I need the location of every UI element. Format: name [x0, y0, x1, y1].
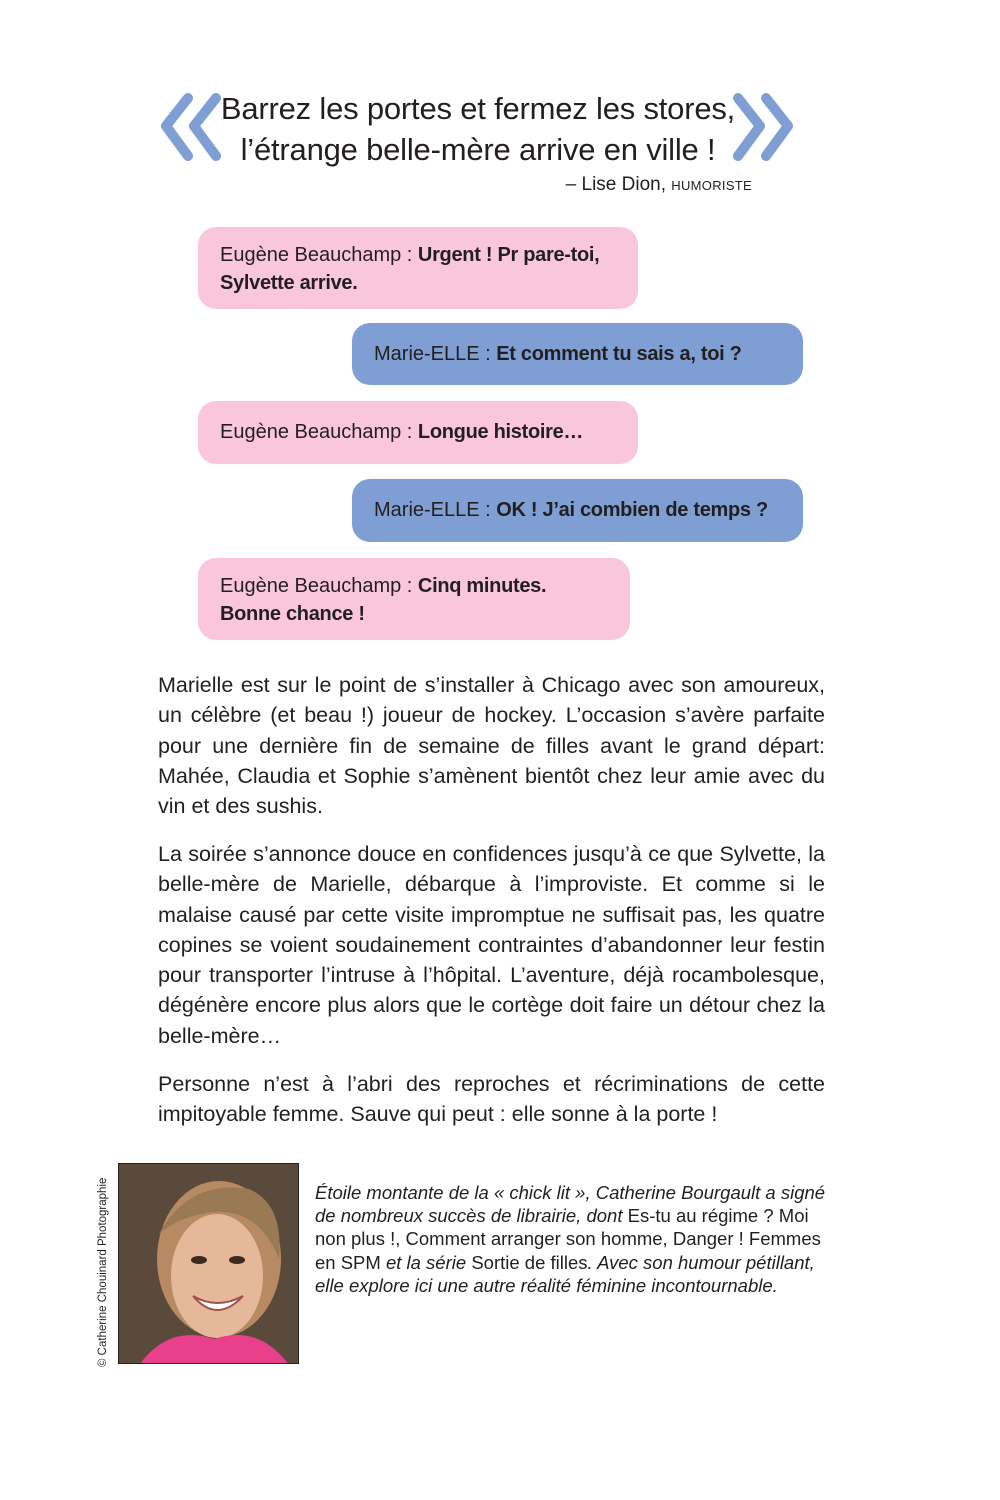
- chat-message: Et comment tu sais a, toi ?: [496, 343, 742, 365]
- quote-text: [218, 88, 738, 170]
- left-guillemet-icon: [156, 90, 226, 166]
- chat-sender: Marie-ELLE :: [374, 343, 497, 365]
- quote-line-2: l’étrange belle-mère arrive en ville !: [240, 132, 716, 167]
- chat-sender: Eugène Beauchamp :: [220, 244, 418, 266]
- synopsis-paragraph-2: La soirée s’annonce douce en confidences jusqu’à ce que Sylvette, la belle-mère de Marielle, débarque à l’improviste. Et comme si le malaise causé par cette visite impromptue ne suffisait pas, les quatre copines se voient soudainement contraintes d’abandonner leur festin pour transporter l’intruse à l’hôpital. L’aventure, déjà rocambolesque, dégénère encore plus alors que le cortège doit faire un détour chez la belle-mère…: [158, 842, 825, 1048]
- chat-bubble: [352, 479, 803, 542]
- chat-message: Longue histoire…: [417, 421, 584, 443]
- author-portrait-icon: [119, 1164, 299, 1364]
- attribution-name: – Lise Dion,: [565, 174, 667, 195]
- chat-bubble: [352, 323, 803, 385]
- chat-bubble: [198, 558, 630, 640]
- synopsis-paragraph-1: Marielle est sur le point de s’installer à Chicago avec son amoureux, un célèbre (et beau !) joueur de hockey. L’occasion s’avère parfaite pour une dernière fin de semaine de filles avant le grand départ: Mahée, Claudia et Sophie s’amènent bientôt chez leur amie avec du vin et des sushis.: [158, 673, 825, 819]
- chat-bubble: [198, 227, 638, 309]
- cover-quote: [150, 88, 810, 208]
- chat-message: Cinq minutes. Bonne chance !: [220, 575, 547, 625]
- right-guillemet-icon: [728, 90, 798, 166]
- quote-line-1: Barrez les portes et fermez les stores,: [220, 91, 736, 126]
- photo-credit: © Catherine Chouinard Photographie: [97, 1177, 109, 1367]
- synopsis-paragraph-3: Personne n’est à l’abri des reproches et récriminations de cette impitoyable femme. Sauve qui peut : elle sonne à la porte !: [158, 1072, 825, 1127]
- attribution-role: HUMORISTE: [671, 178, 752, 193]
- bio-book-titles: Es-tu au régime ? Moi non plus !, Comment arranger son homme, Danger ! Femmes en SPM: [315, 1205, 821, 1273]
- quote-attribution: [450, 174, 752, 196]
- chat-bubble: [198, 401, 638, 464]
- bio-series-title: Sortie de filles: [471, 1251, 588, 1273]
- bio-text: Étoile montante de la « chick lit », Catherine Bourgault a signé de nombreux succès de librairie, dont: [315, 1182, 826, 1227]
- chat-sender: Eugène Beauchamp :: [220, 421, 418, 443]
- chat-sender: Eugène Beauchamp :: [220, 575, 418, 597]
- chat-message: OK ! J’ai combien de temps ?: [496, 499, 768, 521]
- chat-sender: Marie-ELLE :: [374, 499, 497, 521]
- chat-message: Urgent ! Pr pare-toi, Sylvette arrive.: [220, 244, 600, 294]
- author-photo: [118, 1163, 299, 1364]
- bio-text: et la série: [380, 1251, 472, 1273]
- bio-text: . Avec son humour pétillant, elle explore ici une autre réalité féminine incontournable.: [315, 1251, 815, 1296]
- author-bio: [315, 1181, 830, 1297]
